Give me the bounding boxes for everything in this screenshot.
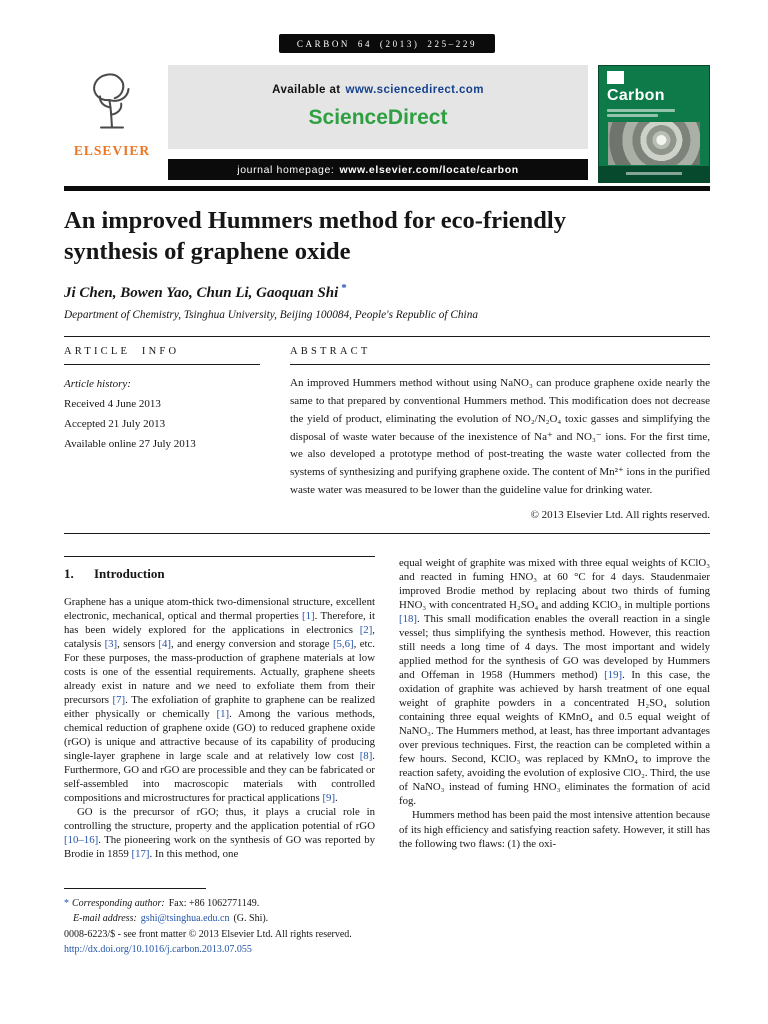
homepage-url-link[interactable]: www.elsevier.com/locate/carbon [339,164,519,176]
email-suffix: (G. Shi). [233,913,269,924]
corresponding-author-line [64,896,434,912]
section-title: Introduction [94,565,165,581]
doi-link[interactable]: http://dx.doi.org/10.1016/j.carbon.2013.07.055 [64,944,252,955]
abstract-text: An improved Hummers method without using NaNO₃ can produce graphene oxide nearly the same to that prepared by conventional Hummers method. This modification does not decrease the yield of product, eliminating the evolution of NO₂/N₂O₄ toxic gasses and simplifying the disposal of waste water because of the inexistence of Na⁺ and NO₃⁻ ions. For the first time, we also developed a prototype method of post-treating the waste water collected from the systems of synthesizing and purifying graphene oxide. The content of Mn²⁺ ions in the purified waste water was measured to be lower than the guideline value for drinking water. [290,377,710,497]
section-divider [64,533,710,534]
info-abstract-section [64,337,710,533]
footnote-mark: * [64,897,69,909]
sciencedirect-box [168,65,588,149]
right-column [399,556,710,862]
homepage-label: journal homepage: [237,164,335,176]
column-rule [290,364,710,365]
cover-subtitle-bar [607,109,675,112]
column-rule [64,364,260,365]
issn-line: 0008-6223/$ - see front matter © 2013 Elsevier Ltd. All rights reserved. [64,928,352,940]
email-link[interactable]: gshi@tsinghua.edu.cn [140,913,230,924]
section-heading-rule [64,556,375,557]
section-number: 1. [64,565,74,581]
article-info-column [64,346,260,521]
masthead-divider [64,186,710,191]
affiliation: Department of Chemistry, Tsinghua University, Beijing 100084, People's Republic of China [64,309,478,322]
history-item: Accepted 21 July 2013 [64,417,166,430]
abstract-column [290,346,710,521]
available-at-line [272,84,484,96]
journal-cover [598,65,710,183]
footnote-rule [64,888,206,889]
paragraph: Graphene has a unique atom-thick two-dimensional structure, excellent electronic, mechanical, optical and thermal properties [1]. Therefore, it has been widely explored for the applications in electronics [2], catalysis [3], sensors [4], and energy conversion and storage [5,6], etc. For these purposes, the mass-production of graphene materials at low costs is one of the essential requirements. Actually, graphene sheets already exist in nature and we need to exfoliate them from their precursors [7]. The exfoliation of graphite to graphene can be realized either physically or chemically [1]. Among the various methods, chemical reduction of graphene oxide (GO) to reduced graphene oxide (rGO) is unique and attractive because of its capability of producing single-layer graphene in large scale and at relatively low cost [8]. Furthermore, GO and rGO are processible and they can be fabricated or self-assembled into macroscopic materials with controlled compositions and microstructures for practical applications [9]. [64,595,375,805]
sciencedirect-url-link[interactable]: www.sciencedirect.com [345,84,484,96]
cover-title: Carbon [607,87,665,104]
paragraph: GO is the precursor of rGO; thus, it plays a crucial role in controlling the structure, property and the application potential of rGO [10–16]. The pioneering work on the synthesis of GO was reported by Brodie in 1859 [17]. In this method, one [64,806,375,861]
journal-citation-bar: CARBON 64 (2013) 225–229 [279,34,495,53]
article-info-heading: ARTICLE INFO [64,346,180,358]
fax-text: Fax: +86 1062771149. [168,897,260,909]
section-heading-introduction [64,566,375,582]
abstract-heading: ABSTRACT [290,346,371,358]
elsevier-tree-icon [84,67,140,138]
masthead-center [168,65,588,183]
paragraph: Hummers method has been paid the most intensive attention because of its high efficiency and satisfying reaction safety. However, it still has the following two flaws: (1) the oxi- [399,809,710,850]
paragraph: equal weight of graphite was mixed with three equal weights of KClO₃ and reacted in fuming HNO₃ at 60 °C for 4 days. Staudenmaier improved Brodie method by replacing about two thirds of fuming HNO₃ with concentrated H₂SO₄ and adding KClO₃ in multiple portions [18]. This small modification enables the overall reaction in a single vessel; thus simplifying the synthesis method. However, this reaction still needs a long time of 4 days. The most important and widely applied method for the synthesis of GO was developed by Hummers and Offeman in 1958 (Hummers method) [19]. In this case, the oxidation of graphite was achieved by harsh treatment of one equal weight of graphite powders in a concentrated H₂SO₄ solution containing three equal weights of KMnO₄ and 0.5 equal weight of NaNO₃. The Hummers method, at least, has three important advantages over previous techniques. First, the reaction can be completed within a few hours. Second, KClO₃ was replaced by KMnO₄ to improve the reaction safety, avoiding the evolution of explosive ClO₂. Third, the use of NaNO₃ instead of fuming HNO₃ eliminates the formation of acid fog. [399,556,710,808]
author-names: Ji Chen, Bowen Yao, Chun Li, Gaoquan Shi [64,285,339,302]
cover-publisher-badge [607,71,624,84]
history-item: Received 4 June 2013 [64,398,161,411]
corresponding-author-mark[interactable]: * [341,282,347,295]
cover-artwork [608,122,700,165]
journal-homepage-bar [168,159,588,180]
history-item: Available online 27 July 2013 [64,437,196,450]
body-columns [64,556,710,862]
journal-citation-row [64,34,710,53]
elsevier-logo-block [64,65,160,183]
article-title: An improved Hummers method for eco-friendly synthesis of graphene oxide [64,207,566,266]
article-history-label: Article history: [64,378,131,391]
journal-cover-header [599,66,709,117]
email-label: E-mail address: [73,913,137,924]
sciencedirect-logo[interactable]: ScienceDirect [308,106,448,129]
left-column [64,556,375,862]
elsevier-wordmark: ELSEVIER [73,143,151,158]
copyright-line: © 2013 Elsevier Ltd. All rights reserved. [530,508,710,521]
author-line [64,282,710,302]
cover-footer-band [599,166,709,182]
available-at-label: Available at [272,84,341,96]
cover-subtitle-bar [607,114,658,117]
email-line [64,911,434,927]
corresponding-author-label: Corresponding author: [72,897,165,909]
footnote-block [64,888,434,958]
masthead [64,65,710,183]
